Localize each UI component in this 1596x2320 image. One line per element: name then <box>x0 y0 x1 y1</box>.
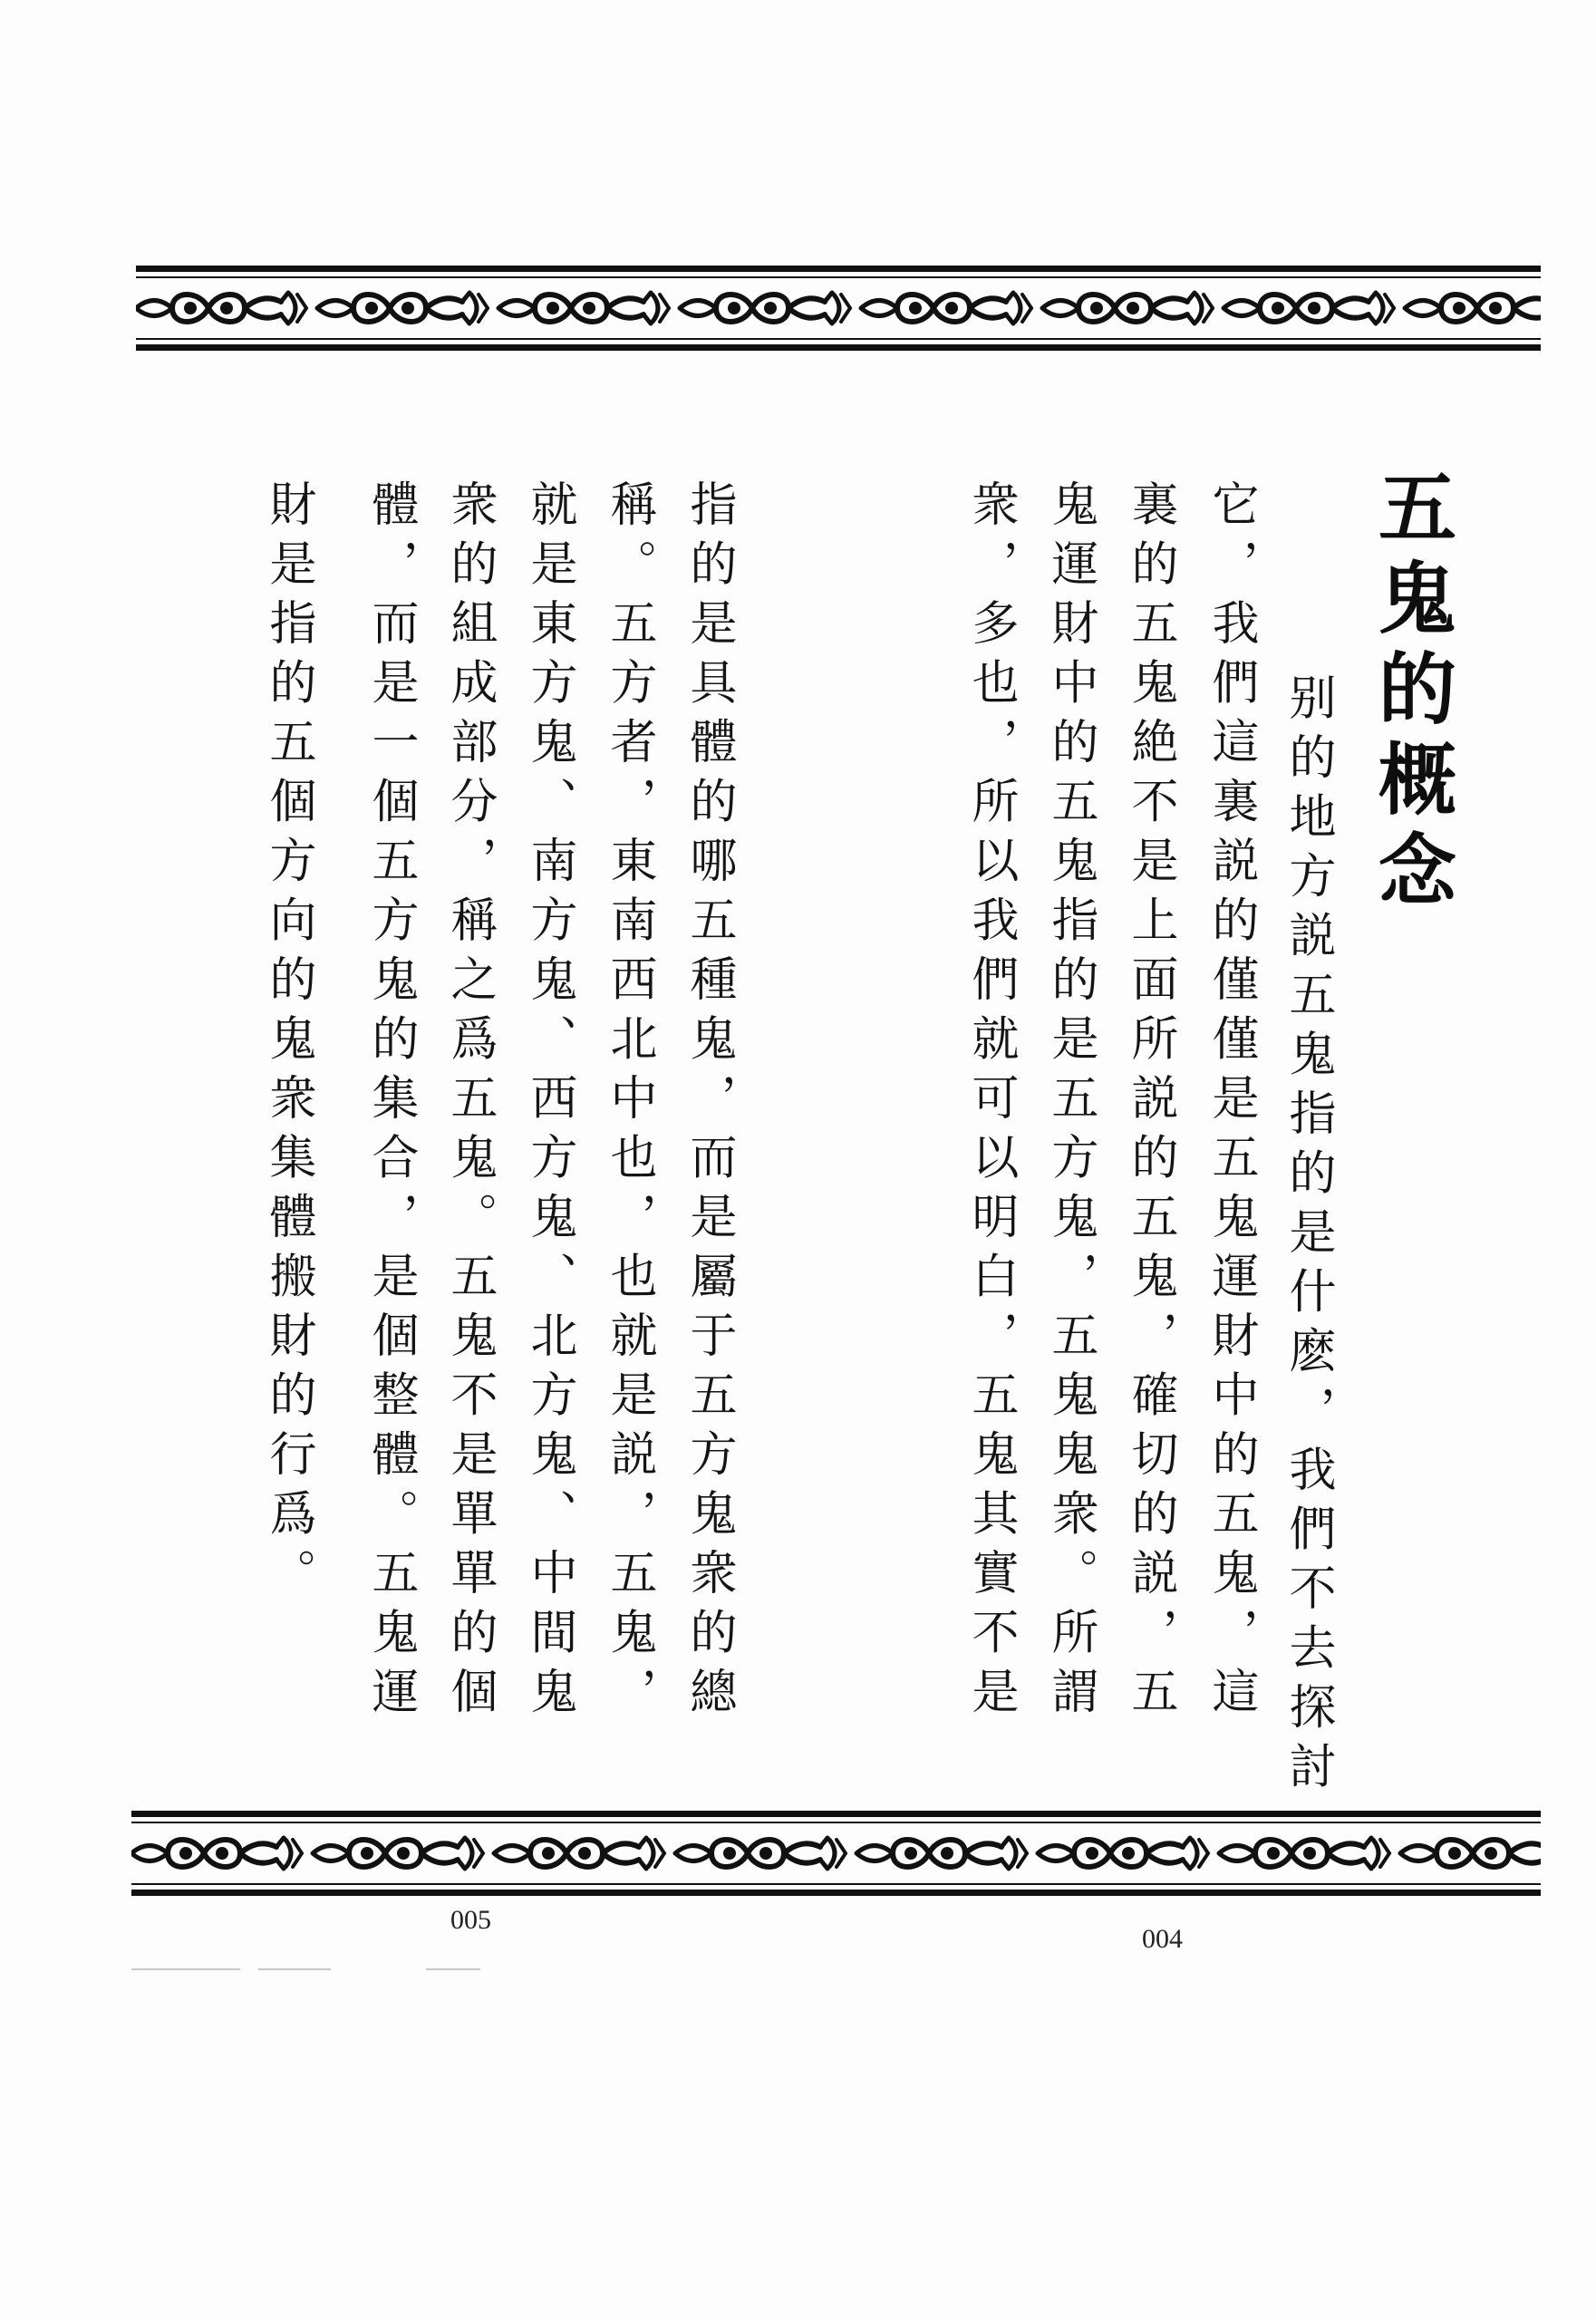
scan-mark <box>258 1968 331 1970</box>
chapter-title: 五鬼的概念 <box>1365 467 1456 920</box>
text-column: 它，我們這裏説的僅僅是五鬼運財中的五鬼，這 <box>1204 479 1258 1726</box>
bottom-ornamental-border <box>131 1803 1541 1903</box>
text-column: 裏的五鬼絶不是上面所説的五鬼，確切的説，五 <box>1123 479 1177 1726</box>
scan-mark <box>131 1968 240 1970</box>
text-column: 衆的組成部分，稱之爲五鬼。五鬼不是單單的個 <box>442 479 497 1726</box>
text-column: 財是指的五個方向的鬼衆集體搬財的行爲。 <box>261 479 315 1608</box>
text-column: 就是東方鬼、南方鬼、西方鬼、北方鬼、中間鬼 <box>522 479 576 1726</box>
text-column: 鬼運財中的五鬼指的是五方鬼，五鬼鬼衆。所謂 <box>1043 479 1098 1726</box>
text-column: 指的是具體的哪五種鬼，而是屬于五方鬼衆的總 <box>682 479 736 1726</box>
text-column: 稱。五方者，東南西北中也，也就是説，五鬼， <box>602 479 656 1726</box>
text-column: 别的地方説五鬼指的是什麽，我們不去探討 <box>1281 614 1335 1801</box>
scan-mark <box>426 1968 480 1970</box>
text-column: 衆，多也，所以我們就可以明白，五鬼其實不是 <box>963 479 1018 1726</box>
text-column: 體，而是一個五方鬼的集合，是個整體。五鬼運 <box>363 479 418 1726</box>
page-number-left: 005 <box>450 1905 491 1935</box>
page-number-right: 004 <box>1142 1924 1183 1954</box>
top-ornamental-border <box>136 258 1541 358</box>
